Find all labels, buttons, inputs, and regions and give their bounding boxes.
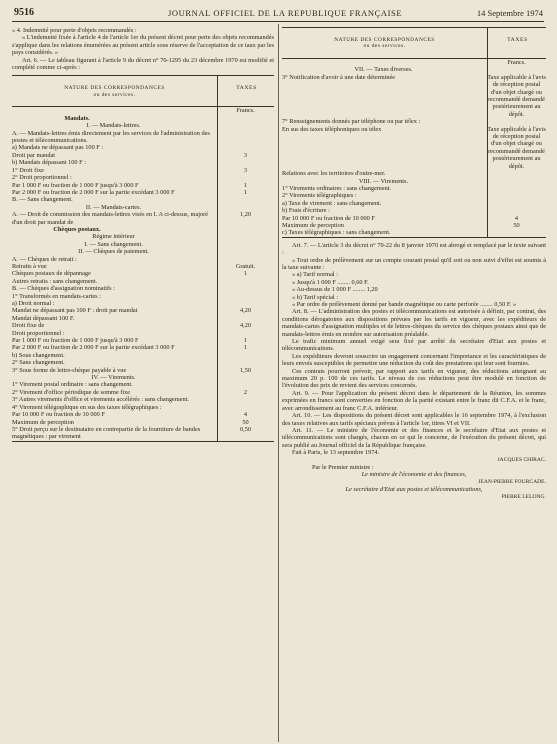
row-label: Par 2 000 F ou fraction de 2 000 F sur la partie excédant 3 000 F xyxy=(12,344,175,352)
column-divider xyxy=(278,24,279,742)
row-label: Maximum de perception xyxy=(282,221,344,229)
row-label: B. — Sans changement. xyxy=(12,196,73,204)
row-tax xyxy=(217,122,274,129)
article-paragraph: « b) Tarif spécial : xyxy=(292,293,338,301)
table-row xyxy=(12,374,274,381)
table-row xyxy=(12,233,274,240)
row-tax: 3 xyxy=(243,151,248,159)
article-paragraph: « Au-dessus de 1 000 F ........ 1,20 xyxy=(292,286,378,294)
row-tax: 1 xyxy=(243,337,248,345)
row-tax: 50 xyxy=(242,418,249,426)
articles-text xyxy=(282,242,546,457)
table-row xyxy=(12,344,274,351)
issue-date: 14 Septembre 1974 xyxy=(476,8,543,18)
left-column xyxy=(12,27,274,741)
table-row xyxy=(12,300,274,307)
article-paragraph: « a) Tarif normal : xyxy=(292,271,338,279)
table-row xyxy=(282,66,546,73)
row-label: 5° Droit perçu sur le destinataire en contrepartie de la fourniture de bandes magnétiques : par virement xyxy=(12,425,201,441)
row-label: a) Taxe de virement : sans changement. xyxy=(282,199,382,207)
tariff-table-left xyxy=(12,75,274,441)
article-paragraph: Les expéditeurs devront souscrire un engagement concernant l'importance et les caractéristiques de leurs envois susceptibles de permettre une réduction du coût des prestations qui leur sont fournies. xyxy=(282,352,546,368)
table-header xyxy=(12,76,274,107)
row-tax xyxy=(487,185,546,192)
table-row xyxy=(12,152,274,159)
row-label: Relations avec les territoires d'outre-mer. xyxy=(282,170,386,178)
table-row xyxy=(12,293,274,300)
article-paragraph: Le trafic minimum annuel exigé sera fixé par arrêté du secrétaire d'Etat aux postes et télécommunications. xyxy=(282,338,546,353)
table-row xyxy=(282,118,546,125)
row-tax xyxy=(217,396,274,403)
table-row xyxy=(12,248,274,255)
table-row xyxy=(282,59,546,66)
table-row xyxy=(12,167,274,174)
table-row xyxy=(282,178,546,185)
row-label: 7° Renseignements donnés par téléphone ou par télex : xyxy=(282,118,421,126)
row-label: b) Sous changement. xyxy=(12,351,65,359)
row-label: Mandat dépassant 100 F. xyxy=(12,314,75,322)
row-label: 1° Transformés en mandats-cartes : xyxy=(12,292,101,300)
table-row xyxy=(12,322,274,329)
article-paragraph: « Jusqu'à 1 000 F ........ 0,60 F. xyxy=(292,278,369,286)
row-label: a) Mandats ne dépassant pas 100 F : xyxy=(12,144,104,152)
table-row xyxy=(12,330,274,337)
row-tax xyxy=(217,256,274,263)
article-paragraph: « Tout ordre de prélèvement sur un compte courant postal qu'il soit ou non suivi d'effet est soumis à la taxe suivante : xyxy=(282,256,546,271)
row-label: b) Frais d'écriture : xyxy=(282,207,330,215)
row-tax xyxy=(487,192,546,199)
table-row xyxy=(12,115,274,122)
row-tax: Taxe applicable à l'avis de réception postal d'un objet chargé ou recommandé demandé postérieurement au dépôt. xyxy=(487,125,546,170)
row-label: IV. — Virements. xyxy=(91,374,136,382)
row-label: b) Mandats dépassant 100 F : xyxy=(12,159,86,167)
row-tax xyxy=(487,178,546,185)
row-tax xyxy=(217,352,274,359)
signature-line: JEAN-PIERRE FOURCADE. xyxy=(478,478,546,485)
table-row xyxy=(282,200,546,207)
row-label xyxy=(282,59,487,66)
table-row xyxy=(282,74,546,118)
table-row xyxy=(12,352,274,359)
row-tax xyxy=(217,248,274,255)
row-tax: 1,20 xyxy=(239,211,252,219)
row-label: 1° Virement postal ordinaire : sans changement. xyxy=(12,381,133,389)
row-tax xyxy=(487,200,546,207)
row-label: 3° Sous forme de lettre-chèque payable à vue xyxy=(12,366,127,374)
col-header-nature: NATURE DES CORRESPONDANCES ou des services. xyxy=(64,85,165,98)
row-tax xyxy=(217,293,274,300)
col-header-nature: NATURE DES CORRESPONDANCES ou des services. xyxy=(334,37,435,50)
row-tax: 1 xyxy=(243,188,248,196)
table-row xyxy=(12,189,274,196)
col-header-taxes: TAXES xyxy=(236,85,257,92)
row-tax: 4 xyxy=(243,411,248,419)
table-header xyxy=(282,28,546,59)
table-row xyxy=(282,207,546,214)
row-label: 1° Virements ordinaires : sans changement. xyxy=(282,184,392,192)
table-row xyxy=(12,226,274,233)
signature-line: JACQUES CHIRAC. xyxy=(497,456,546,463)
row-tax: Gratuit. xyxy=(235,262,256,270)
tariff-table-right xyxy=(282,27,546,238)
row-tax xyxy=(217,144,274,151)
row-label: 4° Virement télégraphique en sus des taxes télégraphiques : xyxy=(12,403,162,411)
table-row xyxy=(12,411,274,418)
row-label: Par 2 000 F ou fraction de 2 000 F sur la partie excédant 3 000 F xyxy=(12,188,175,196)
row-label: VII. — Taxes diverses. xyxy=(354,66,413,74)
table-body xyxy=(282,59,546,237)
table-row xyxy=(12,241,274,248)
intro-line: « L'indemnité fixée à l'article 4 de l'article 1er du présent décret pour perte des objets recommandés s'applique dans les relations énumérées au présent article sous réserve de l'acceptation de ce taux par les pays considérés. » xyxy=(12,34,274,57)
row-label: Chèques postaux. xyxy=(53,225,101,233)
row-tax: 2 xyxy=(243,388,248,396)
row-tax xyxy=(217,204,274,211)
table-row xyxy=(12,211,274,226)
table-row xyxy=(12,278,274,285)
row-tax xyxy=(217,381,274,388)
table-row xyxy=(12,130,274,145)
row-label: 2° Virements télégraphiques : xyxy=(282,192,357,200)
row-tax xyxy=(217,359,274,366)
intro-line: Art. 6. — Le tableau figurant à l'article 9 du décret n° 70-1295 du 23 décembre 1970 est modifié et complété comme ci-après : xyxy=(12,56,274,72)
table-row xyxy=(12,389,274,396)
row-tax xyxy=(217,404,274,411)
row-tax xyxy=(487,229,546,236)
article-paragraph: Art. 8. — L'administration des postes et télécommunications est autorisée à définir, par contrat, des conditions dérogatoires aux dispositions prévues par les tarifs en vigueur, avec les expéditeurs de mandats-cartes d'assignation multiples et de lettres-chèques du service des chèques postaux ainsi que de mandats-lettres émis en nombre sur autorisation préalable. xyxy=(282,308,546,338)
row-tax: 1 xyxy=(243,181,248,189)
row-label: Par 10 000 F ou fraction de 10 000 F xyxy=(282,214,375,222)
table-row xyxy=(12,426,274,441)
row-label: VIII. — Virements. xyxy=(358,177,409,185)
row-tax: 1 xyxy=(243,270,248,278)
row-tax xyxy=(487,118,546,125)
row-label: 2° Droit proportionnel : xyxy=(12,174,72,182)
row-tax xyxy=(217,174,274,181)
row-label: 2° Sans changement. xyxy=(12,359,65,367)
table-row xyxy=(12,263,274,270)
row-tax xyxy=(144,115,274,122)
col-header-taxes: TAXES xyxy=(507,37,528,43)
article-paragraph: Ces contrats pourront prévoir, par rapport aux tarifs en vigueur, des réductions atteignant au maximum 20 p. 100 de ces tarifs. Le niveau de ces réductions peut être modulé en fonction de l'évolution des prix de revient des services concernés. xyxy=(282,367,546,390)
row-label: II. — Chèques de paiement. xyxy=(78,248,149,256)
article-paragraph: « Par ordre de prélèvement donné par bande magnétique ou carte perforée ........ 0,50 F. » xyxy=(292,301,517,308)
row-tax: 50 xyxy=(513,221,520,229)
row-label xyxy=(12,107,217,114)
row-tax xyxy=(487,207,546,214)
table-row xyxy=(12,122,274,129)
table-row xyxy=(12,307,274,314)
row-tax xyxy=(217,159,274,166)
row-label: II. — Mandats-cartes. xyxy=(85,203,142,211)
table-row xyxy=(12,182,274,189)
table-row xyxy=(12,256,274,263)
row-label: I. — Mandats-lettres. xyxy=(86,122,141,130)
table-row xyxy=(282,126,546,170)
page-header xyxy=(0,0,557,20)
table-row xyxy=(282,229,546,236)
table-body xyxy=(12,107,274,440)
row-tax xyxy=(217,374,274,381)
signature-line: Par le Premier ministre : xyxy=(312,463,374,471)
table-row xyxy=(282,192,546,199)
row-tax: 1,50 xyxy=(239,366,252,374)
table-row xyxy=(12,419,274,426)
row-label: A. — Mandats-lettres émis directement par les services de l'administration des postes et télécommunications. xyxy=(12,129,210,145)
row-tax: Francs. xyxy=(507,59,526,66)
table-row xyxy=(12,367,274,374)
row-label: Par 1 000 F ou fraction de 1 000 F jusqu'à 3 000 F xyxy=(12,181,139,189)
table-row xyxy=(12,174,274,181)
row-label: A. — Chèques de retrait : xyxy=(12,255,77,263)
row-tax: 4 xyxy=(514,214,519,222)
journal-title: JOURNAL OFFICIEL DE LA REPUBLIQUE FRANÇAISE xyxy=(168,8,403,18)
table-row xyxy=(282,185,546,192)
table-row xyxy=(12,270,274,277)
row-tax: Francs. xyxy=(236,107,255,115)
row-label: B. — Chèques d'assignation nominatifs : xyxy=(12,285,115,293)
right-column xyxy=(282,27,546,741)
article-paragraph: Art. 10. — Les dispositions du présent décret sont applicables le 16 septembre 1974, à l'exclusion des taxes relatives aux tarifs spéciaux prévus à l'article 1er, titres VI et VII. xyxy=(282,412,546,427)
table-row xyxy=(12,159,274,166)
row-label: Par 10 000 F ou fraction de 10 000 F xyxy=(12,411,105,419)
row-tax xyxy=(217,130,274,145)
row-label: 3° Autres virements d'office et virements accélérés : sans changement. xyxy=(12,396,189,404)
table-row xyxy=(12,404,274,411)
row-tax xyxy=(217,241,274,248)
row-label: 2° Virement d'office périodique de somme fixe xyxy=(12,388,131,396)
row-tax xyxy=(144,226,274,233)
table-row xyxy=(12,337,274,344)
row-tax xyxy=(487,66,546,73)
row-tax xyxy=(217,330,274,337)
row-label: Autres retraits : sans changement. xyxy=(12,277,98,285)
table-row xyxy=(282,222,546,229)
article-paragraph: Art. 7. — L'article 3 du décret n° 70-22 du 8 janvier 1970 est abrogé et remplacé par le texte suivant : xyxy=(282,241,546,257)
row-tax xyxy=(217,233,274,240)
row-tax: 4,20 xyxy=(239,307,252,315)
row-label: 1° Droit fixe xyxy=(12,166,44,174)
row-tax xyxy=(217,300,274,307)
row-tax xyxy=(217,285,274,292)
row-label: Mandats. xyxy=(64,114,90,122)
row-label: c) Taxes télégraphiques : sans changement. xyxy=(282,229,391,237)
table-row xyxy=(12,285,274,292)
row-tax: 0,50 xyxy=(239,425,252,433)
row-label: 3° Notification d'avoir à une date déterminée xyxy=(282,73,396,81)
row-tax: Taxe applicable à l'avis de réception postal d'un objet chargé ou recommandé demandé postérieurement au dépôt. xyxy=(487,73,546,118)
row-tax xyxy=(217,315,274,322)
signature-line: Le secrétaire d'Etat aux postes et télécommunications, xyxy=(345,486,483,494)
article-paragraph: Art. 9. — Pour l'application du présent décret dans le département de la Réunion, les sommes exprimées en francs sont converties en fonction de la parité existant entre le franc dit C.F.A. et le franc, avec arrondissement au franc C.F.A. inférieur. xyxy=(282,389,546,412)
row-label: Maximum de perception xyxy=(12,418,74,426)
row-label: Droit par mandat xyxy=(12,151,56,159)
table-row xyxy=(12,381,274,388)
intro-line: « 4. Indemnité pour perte d'objets recommandés : xyxy=(12,27,137,34)
row-label: Régime intérieur xyxy=(92,233,135,241)
row-label: Chèques postaux de dépannage xyxy=(12,270,91,278)
row-label: a) Droit normal : xyxy=(12,300,55,307)
article-paragraph: Fait à Paris, le 13 septembre 1974. xyxy=(292,449,380,457)
row-label: A. — Droit de commission des mandats-lettres visés en I. A ci-dessus, majoré d'un droit par mandat de xyxy=(12,211,209,226)
row-tax xyxy=(487,170,546,177)
row-tax: 1 xyxy=(243,344,248,352)
table-row xyxy=(12,196,274,203)
signatures xyxy=(282,457,546,501)
table-row xyxy=(282,215,546,222)
table-row xyxy=(282,170,546,177)
table-row xyxy=(12,396,274,403)
signature-line: Le ministre de l'économie et des finances, xyxy=(361,471,467,479)
page-number: 9516 xyxy=(14,7,34,18)
signature-line: PIERRE LELONG. xyxy=(501,493,546,500)
row-label: En sus des taxes téléphoniques ou télex xyxy=(282,125,382,133)
row-label: Retraits à vue xyxy=(12,262,47,270)
table-row xyxy=(12,144,274,151)
article-paragraph: Art. 11. — Le ministre de l'économie et des finances et le secrétaire d'Etat aux postes et télécommunications sont chargés, chacun en ce qui le concerne, de l'exécution du présent décret, qui sera publié au Journal officiel de la République française. xyxy=(282,426,546,449)
table-row xyxy=(12,315,274,322)
table-row xyxy=(12,359,274,366)
row-label: Mandat ne dépassant pas 100 F : droit par mandat xyxy=(12,307,138,315)
row-tax: 3 xyxy=(243,166,248,174)
table-row xyxy=(12,107,274,114)
row-label: Droit fixe de xyxy=(12,322,45,330)
row-tax xyxy=(217,278,274,285)
row-label: I. — Sans changement. xyxy=(84,240,143,248)
row-label: Droit proportionnel : xyxy=(12,329,65,337)
table-row xyxy=(12,204,274,211)
row-tax: 4,20 xyxy=(239,322,252,330)
header-rule xyxy=(12,21,544,22)
row-label: Par 1 000 F ou fraction de 1 000 F jusqu'à 3 000 F xyxy=(12,337,139,345)
row-tax xyxy=(217,196,274,203)
